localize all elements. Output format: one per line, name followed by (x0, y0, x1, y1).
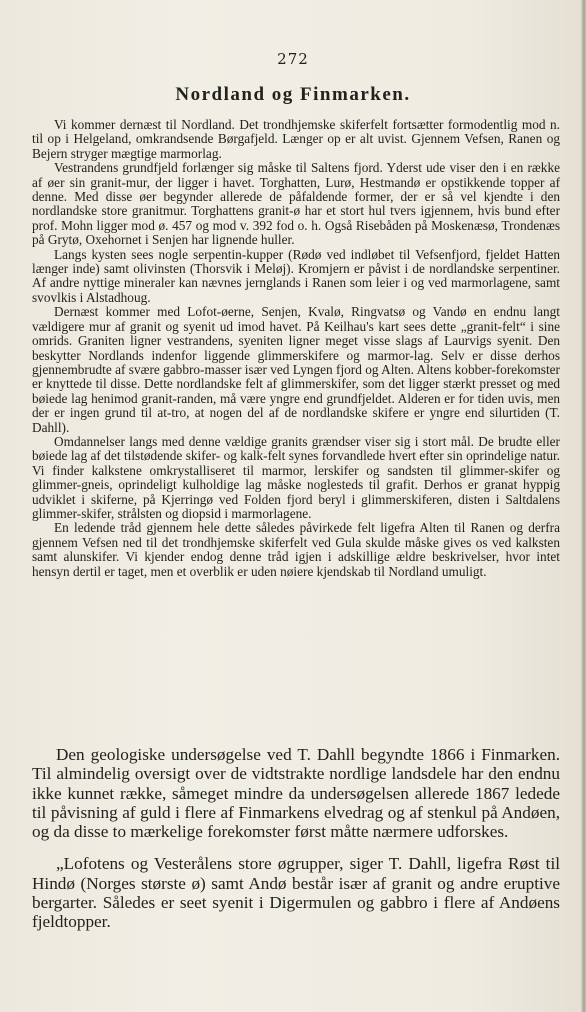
body-text-large (32, 745, 560, 932)
body-text-small (32, 118, 560, 579)
section-heading: Nordland og Finmarken. (175, 84, 411, 105)
page-number: 272 (277, 50, 309, 68)
paragraph: Vestrandens grundfjeld forlænger sig måske til Saltens fjord. Yderst ude viser den i en række af øer sin granit-mur, der ligger i havet. Torghatten, Lurø, Hestmandø er opstikkende topper af denne. Med disse øer begynder allerede de påfaldende former, der er så vel kjendte i den nordlandske store granitmur. Torghattens granit-ø har et stort hul tvers igjennem, hvis bund efter prof. Mohn ligger mod ø. 457 og mod v. 392 fod o. h. Også Risebåden på Moskenæsø, Trondenæs på Grytø, Oxehornet i Senjen har lignende huller. (32, 160, 560, 248)
paragraph: Langs kysten sees nogle serpentin-kupper (Rødø ved indløbet til Vefsenfjord, fjeldet Hatten længer inde) samt olivinsten (Thorsvik i Meløj). Kromjern er påvist i de nordlandske serpentiner. Af andre nyttige mineraler kan nævnes jernglands i Ranen som leier i og ved marmorlagene, samt svovlkis i Alstadhoug. (32, 246, 560, 305)
paragraph: Dernæst kommer med Lofot-øerne, Senjen, Kvalø, Ringvatsø og Vandø en endnu langt vældigere mur af granit og syenit ud imod havet. På Keilhau's kart sees dette „granit-felt“ i sine omrids. Graniten ligner vestrandens, syeniten ligner meget visse slags af Laurvigs syenit. Den beskytter Nordlands indenfor liggende glimmerskifere og marmor-lag. Selv er disse derhos gjennembrudte af svære gabbro-masser især ved Lyngen fjord og Alten. Altens kobber-forekomster er knyttede til disse. Dette nordlandske felt af glimmerskifer, som det ligger stærkt presset og med bøiede lag henimod granit-randen, må være yngre end grundfjeldet. Alderen er for tiden uvis, men der er ingen grund til at-tro, at nogen del af de nordlandske skifere er yngre end silurtiden (T. Dahll). (32, 304, 560, 435)
page-edge (581, 0, 586, 1012)
paragraph: En ledende tråd gjennem hele dette således påvirkede felt ligefra Alten til Ranen og derfra gjennem Vefsen ned til det trondhjemske skiferfelt ved Gula skulde måske gives os ved kalksten samt alunskifer. Vi kjender endog denne tråd igjen i adskillige ældre beskrivelser, hvor intet hensyn dertil er taget, men et overblik er uden nøiere kjendskab til Nordland umuligt. (32, 520, 560, 579)
paragraph: Omdannelser langs med denne vældige granits grændser viser sig i stort mål. De brudte eller bøiede lag af det tilstødende skifer- og kalk-felt synes forvandlede hvert efter sin oprindelige natur. Vi finder kalkstene omkrystalliseret til marmor, lerskifer og sandsten til glimmer-skifer og glimmer-gneis, oprindeligt kulholdige lag måske noglesteds til grafit. Derhos er granat hyppig udviklet i skiferne, på Kjerringø ved Folden fjord beryl i glimmerskiferen, disten i Saltdalens glimmer-skifer, strålsten og diopsid i marmorlagene. (32, 433, 560, 521)
paragraph: Vi kommer dernæst til Nordland. Det trondhjemske skiferfelt fortsætter formodentlig mod n. til op i Helgeland, omkrandsende Børgafjeld. Længer op er alt uvist. Gjennem Vefsen, Ranen og Bejern stryger mægtige marmorlag. (32, 117, 560, 161)
paragraph: „Lofotens og Vesterålens store øgrupper, siger T. Dahll, ligefra Røst til Hindø (Norges største ø) samt Andø består især af granit og andre eruptive bergarter. Således er seet syenit i Digermulen og gabbro i flere af Andøens fjeldtopper. (32, 854, 560, 932)
paragraph: Den geologiske undersøgelse ved T. Dahll begyndte 1866 i Finmarken. Til almindelig oversigt over de vidtstrakte nordlige landsdele har den endnu ikke kunnet række, såmeget mindre da undersøgelsen allerede 1867 ledede til påvisning af guld i flere af Finmarkens elvedrag og af stenkul på Andøen, og da disse to mærkelige forekomster først måtte nærmere udforskes. (32, 745, 560, 842)
